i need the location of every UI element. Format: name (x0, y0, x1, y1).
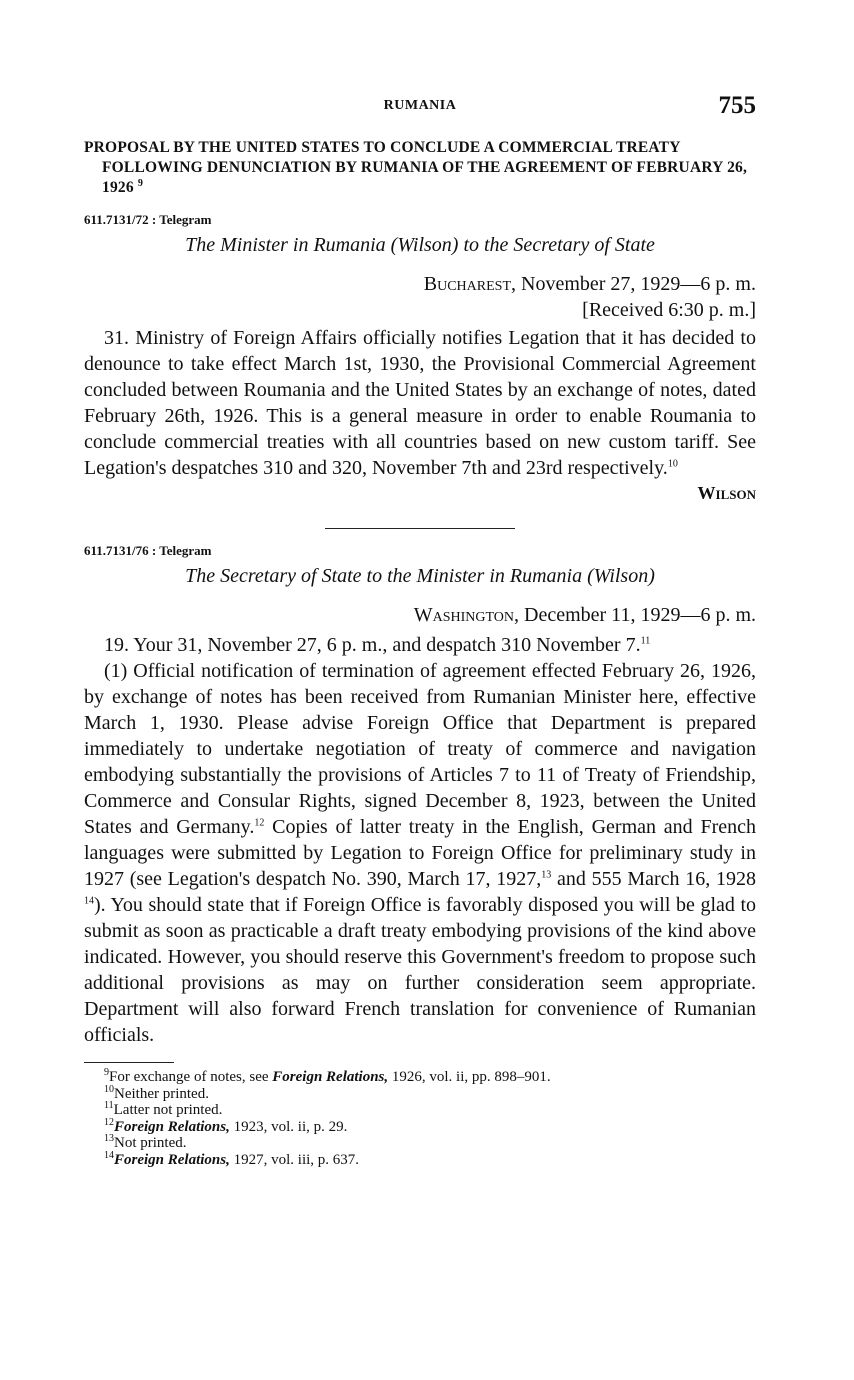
telegram-body-text: 31. Ministry of Foreign Affairs officially notifies Legation that it has decided to denounce to take effect March 1st, 1930, the Provisional Commercial Agreement concluded between Roumania and the United States by an exchange of notes, dated February 26th, 1926. This is a general measure in order to enable Roumania to conclude commercial treaties with all countries based on new custom tariff. See Legation's despatches 310 and 320, November 7th and 23rd respectively. (84, 327, 756, 479)
document-title: The Minister in Rumania (Wilson) to the Secretary of State (185, 234, 655, 256)
footnote-text: 1927, vol. iii, p. 637. (229, 1151, 360, 1168)
footnote-ref: 11 (640, 635, 651, 647)
footnote-ref: 12 (254, 817, 265, 829)
footnote-text: Not printed. (114, 1135, 187, 1151)
footnote (84, 1116, 756, 1136)
footnote-mark: 12 (104, 1116, 114, 1128)
footnote-ref: 10 (667, 458, 678, 470)
document-page (84, 92, 756, 1168)
footnote-source: Foreign Relations, (114, 1118, 230, 1135)
dateline-place: Washington, (413, 604, 520, 626)
footnote-mark: 9 (104, 1067, 109, 1078)
paragraph-text: (1) Official notification of termination of agreement effected February 26, 1926, by exchange of notes has been received from Rumanian Minister here, effective March 1, 1930. Please advise Foreign Office that Department is prepared immediately to undertake negotiation of treaty of commerce and navigation embodying substantially the provisions of Articles 7 to 11 of Treaty of Friendship, Commerce and Consular Rights, signed December 8, 1923, between the United States and Germany. (84, 660, 756, 838)
section-heading-text: PROPOSAL BY THE UNITED STATES TO CONCLUDE A COMMERCIAL TREATY FOLLOWING DENUNCIATION BY RUMANIA OF THE AGREEMENT OF FEBRUARY 26, 1926 (84, 139, 748, 196)
page-number: 755 (718, 92, 756, 119)
paragraph-text: ). You should state that if Foreign Office is favorably disposed you will be glad to submit as soon as practicable a draft treaty embodying provisions of the kind above indicated. However, you should reserve this Government's freedom to propose such additional provisions as may on further consideration seem appropriate. Department will also forward French translation for convenience of Rumanian officials. (84, 894, 756, 1046)
footnote-text: 1926, vol. ii, pp. 898–901. (388, 1069, 551, 1085)
running-head (84, 92, 756, 126)
footnote-ref: 13 (541, 869, 552, 881)
footnote-text: 1923, vol. ii, p. 29. (229, 1118, 348, 1135)
footnote-text: Neither printed. (114, 1085, 209, 1102)
running-head-title: RUMANIA (383, 98, 457, 113)
footnote (84, 1069, 756, 1086)
telegram-paragraph (84, 632, 756, 658)
footnote (84, 1083, 756, 1103)
received-note: [Received 6:30 p. m.] (582, 299, 756, 321)
footnote-mark: 14 (104, 1149, 114, 1161)
divider (325, 528, 515, 529)
footnote-divider (84, 1062, 174, 1063)
dateline-date: November 27, 1929—6 p. m. (516, 273, 756, 295)
dateline (84, 271, 756, 323)
dateline-place: Bucharest, (423, 273, 517, 295)
paragraph-text: and 555 March 16, 1928 (551, 868, 757, 890)
document-title: The Secretary of State to the Minister in Rumania (Wilson) (185, 565, 655, 587)
section-heading (84, 138, 756, 198)
footnotes (84, 1069, 756, 1168)
telegram-body (84, 325, 756, 481)
footnote-source: Foreign Relations, (272, 1069, 389, 1085)
footnote-ref: 9 (137, 177, 144, 189)
footnote-text: Latter not printed. (113, 1102, 223, 1118)
telegram-paragraph (84, 658, 756, 1048)
footnote (84, 1102, 756, 1119)
file-reference: 611.7131/72 : Telegram (84, 212, 212, 227)
signature: Wilson (697, 483, 756, 503)
paragraph-text: Copies of latter treaty in the English, German and French languages were submitted by Legation to Foreign Office for preliminary study in 1927 (see Legation's despatch No. 390, March 17, 1927, (84, 816, 756, 890)
file-reference: 611.7131/76 : Telegram (84, 543, 212, 558)
paragraph-text: 19. Your 31, November 27, 6 p. m., and despatch 310 November 7. (104, 634, 641, 656)
footnote (84, 1135, 756, 1152)
footnote-mark: 11 (104, 1100, 114, 1111)
dateline-date: December 11, 1929—6 p. m. (519, 604, 756, 626)
dateline (84, 602, 756, 628)
footnote (84, 1149, 756, 1169)
footnote-mark: 13 (104, 1133, 114, 1144)
footnote-source: Foreign Relations, (114, 1151, 230, 1168)
footnote-mark: 10 (104, 1083, 114, 1095)
footnote-text: For exchange of notes, see (109, 1069, 273, 1085)
footnote-ref: 14 (84, 895, 94, 907)
